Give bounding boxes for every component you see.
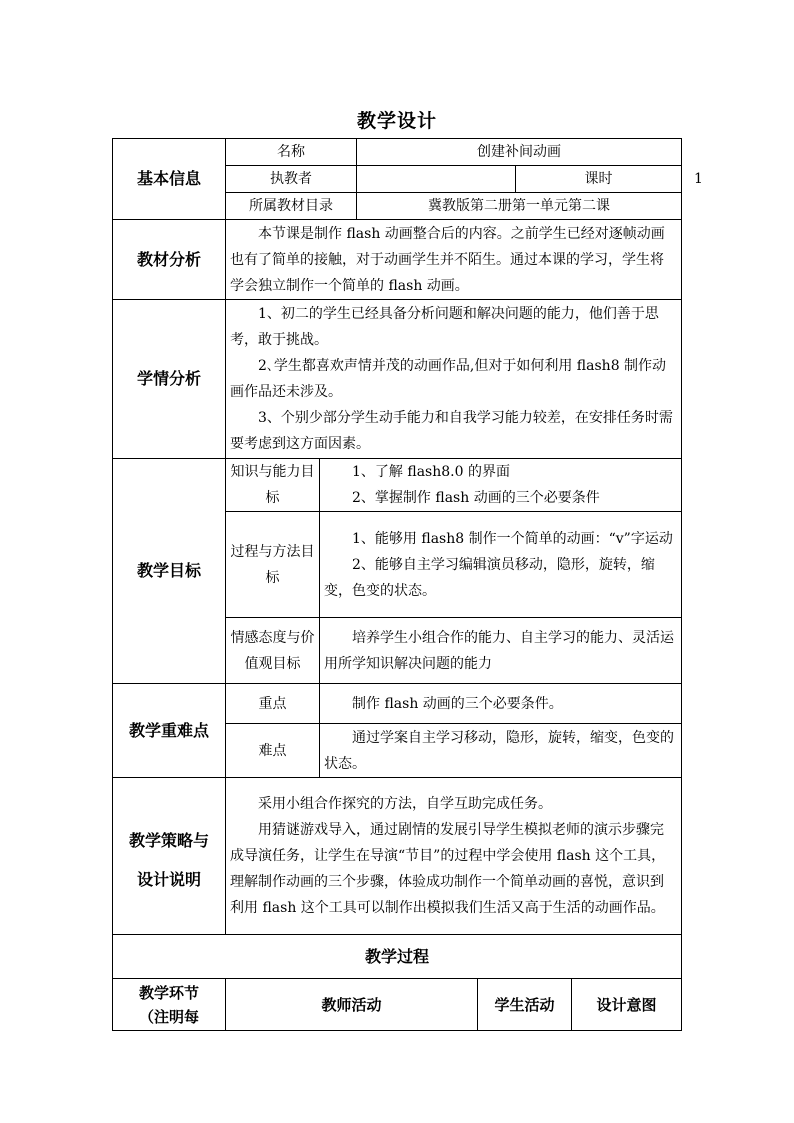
hard-label: 难点: [226, 724, 320, 778]
teacher-value: [357, 166, 516, 193]
basic-info-label: 基本信息: [113, 139, 226, 220]
emotion-goal-cell: [320, 618, 682, 684]
process-col-stage-line-2: （注明每: [138, 1008, 199, 1026]
students-cell: [226, 300, 682, 459]
students-p1: 1、初二的学生已经具备分析问题和解决问题的能力，他们善于思考，敢于挑战。: [230, 306, 659, 348]
process-goal-cell: [320, 512, 682, 618]
strategy-cell: [226, 778, 682, 935]
document-title: 教学设计: [356, 110, 437, 132]
strategy-p1: 采用小组合作探究的方法，自学互助完成任务。: [258, 796, 552, 812]
knowledge-cell: [320, 459, 682, 512]
knowledge-label: 知识与能力目标: [226, 459, 320, 512]
students-p3: 3、个别少部分学生动手能力和自我学习能力较差，在安排任务时需要考虑到这方面因素。: [230, 410, 673, 452]
knowledge-item-2: 2、掌握制作 flash 动画的三个必要条件: [352, 490, 600, 506]
process-title: 教学过程: [113, 935, 682, 979]
knowledge-item-1: 1、了解 flash8.0 的界面: [352, 464, 510, 480]
process-col-student: 学生活动: [478, 979, 572, 1031]
strategy-label-line-2: 设计说明: [136, 870, 201, 889]
period-label: 课时: [516, 166, 682, 193]
material-cell: [226, 220, 682, 300]
process-col-stage: [113, 979, 226, 1031]
emotion-goal-item-1: 培养学生小组合作的能力、自主学习的能力、灵活运用所学知识解决问题的能力: [324, 629, 674, 672]
lesson-plan-table: 基本信息 名称 创建补间动画 执教者 课时 1 所属教材目录 冀教版第二册第一单元第二课 教材分析 本节课是制作 flash 动画整合后的内容。之前学生已经对逐帧动画也有了简单的接触，对于动画学生并不陌生。通过本课的学习，学生将学会独立制作一个简单的 flash 动画。 学情分析 1、初二的学生已经具备分析问题和解决问题的能力，他们善于思考，敢于挑战。 2､学生都喜欢声情并茂的动画作品,但对于如何利用 flash8 制作动画作品还未涉及。 3、个别少部分学生动手能力和自我学习能力较差，在安排任务时需要考虑到这方面因素。 教学目标 知识与能力目标 1、了解 flash8.0 的界面 2、掌握制作 flash 动画的三个必要条件 过程与方法目标 1、能够用 flash8 制作一个简单的动画：“v”字运动 2、能够自主学习编辑演员移动，隐形，旋转，缩变，色变的状态。 情感态度与价值观目标 培养学生小组合作的能力、自主学习的能力、灵活运用所学知识解决问题的能力 教学重难点 重点 制作 flash 动画的三个必要条件。 难点 通过学案自主学习移动，隐形，旋转，缩变，色变的状态。 教学策略与 设计说明 采用小组合作探究的方法，自学互助完成任务。 用猜谜游戏导入，通过剧情的发展引导学生模拟老师的演示步骤完成导演任务，让学生在导演“节目”的过程中学会使用 flash 这个工具，理解制作动画的三个步骤，体验成功制作一个简单动画的喜悦，意识到利用 flash 这个工具可以制作出模拟我们生活又高于生活的动画作品。 教学过程 教学环节 （注明每 教师活动 学生活动 设计意图: [112, 138, 682, 1031]
catalog-label: 所属教材目录: [226, 193, 357, 220]
material-label: 教材分析: [113, 220, 226, 300]
students-p2: 2､学生都喜欢声情并茂的动画作品,但对于如何利用 flash8 制作动画作品还未涉及。: [230, 358, 667, 400]
name-value: 创建补间动画: [357, 139, 682, 166]
catalog-value: 冀教版第二册第一单元第二课: [357, 193, 682, 220]
process-col-teacher: 教师活动: [226, 979, 478, 1031]
process-col-intent: 设计意图: [572, 979, 682, 1031]
teacher-label: 执教者: [226, 166, 357, 193]
strategy-label: [113, 778, 226, 935]
strategy-label-line-1: 教学策略与: [128, 831, 209, 850]
process-goal-label: 过程与方法目标: [226, 512, 320, 618]
process-goal-item-2: 2、能够自主学习编辑演员移动，隐形，旋转，缩变，色变的状态。: [324, 556, 655, 599]
key-label: 重点: [226, 684, 320, 724]
key-cell: [320, 684, 682, 724]
key-text: 制作 flash 动画的三个必要条件。: [352, 695, 563, 712]
goals-label: 教学目标: [113, 459, 226, 684]
name-label: 名称: [226, 139, 357, 166]
process-col-stage-line-1: 教学环节: [138, 984, 199, 1002]
students-label: 学情分析: [113, 300, 226, 459]
keypoints-label: 教学重难点: [113, 684, 226, 778]
process-goal-item-1: 1、能够用 flash8 制作一个简单的动画：“v”字运动: [352, 530, 673, 547]
hard-cell: [320, 724, 682, 778]
material-text: 本节课是制作 flash 动画整合后的内容。之前学生已经对逐帧动画也有了简单的接触，对于动画学生并不陌生。通过本课的学习，学生将学会独立制作一个简单的 flash 动画。: [230, 225, 665, 294]
strategy-p2: 用猜谜游戏导入，通过剧情的发展引导学生模拟老师的演示步骤完成导演任务，让学生在导演“节目”的过程中学会使用 flash 这个工具，理解制作动画的三个步骤，体验成功制作一个简单动画的喜悦，意识到利用 flash 这个工具可以制作出模拟我们生活又高于生活的动画作品。: [230, 822, 666, 916]
emotion-goal-label: 情感态度与价值观目标: [226, 618, 320, 684]
hard-text: 通过学案自主学习移动，隐形，旋转，缩变，色变的状态。: [324, 729, 674, 772]
